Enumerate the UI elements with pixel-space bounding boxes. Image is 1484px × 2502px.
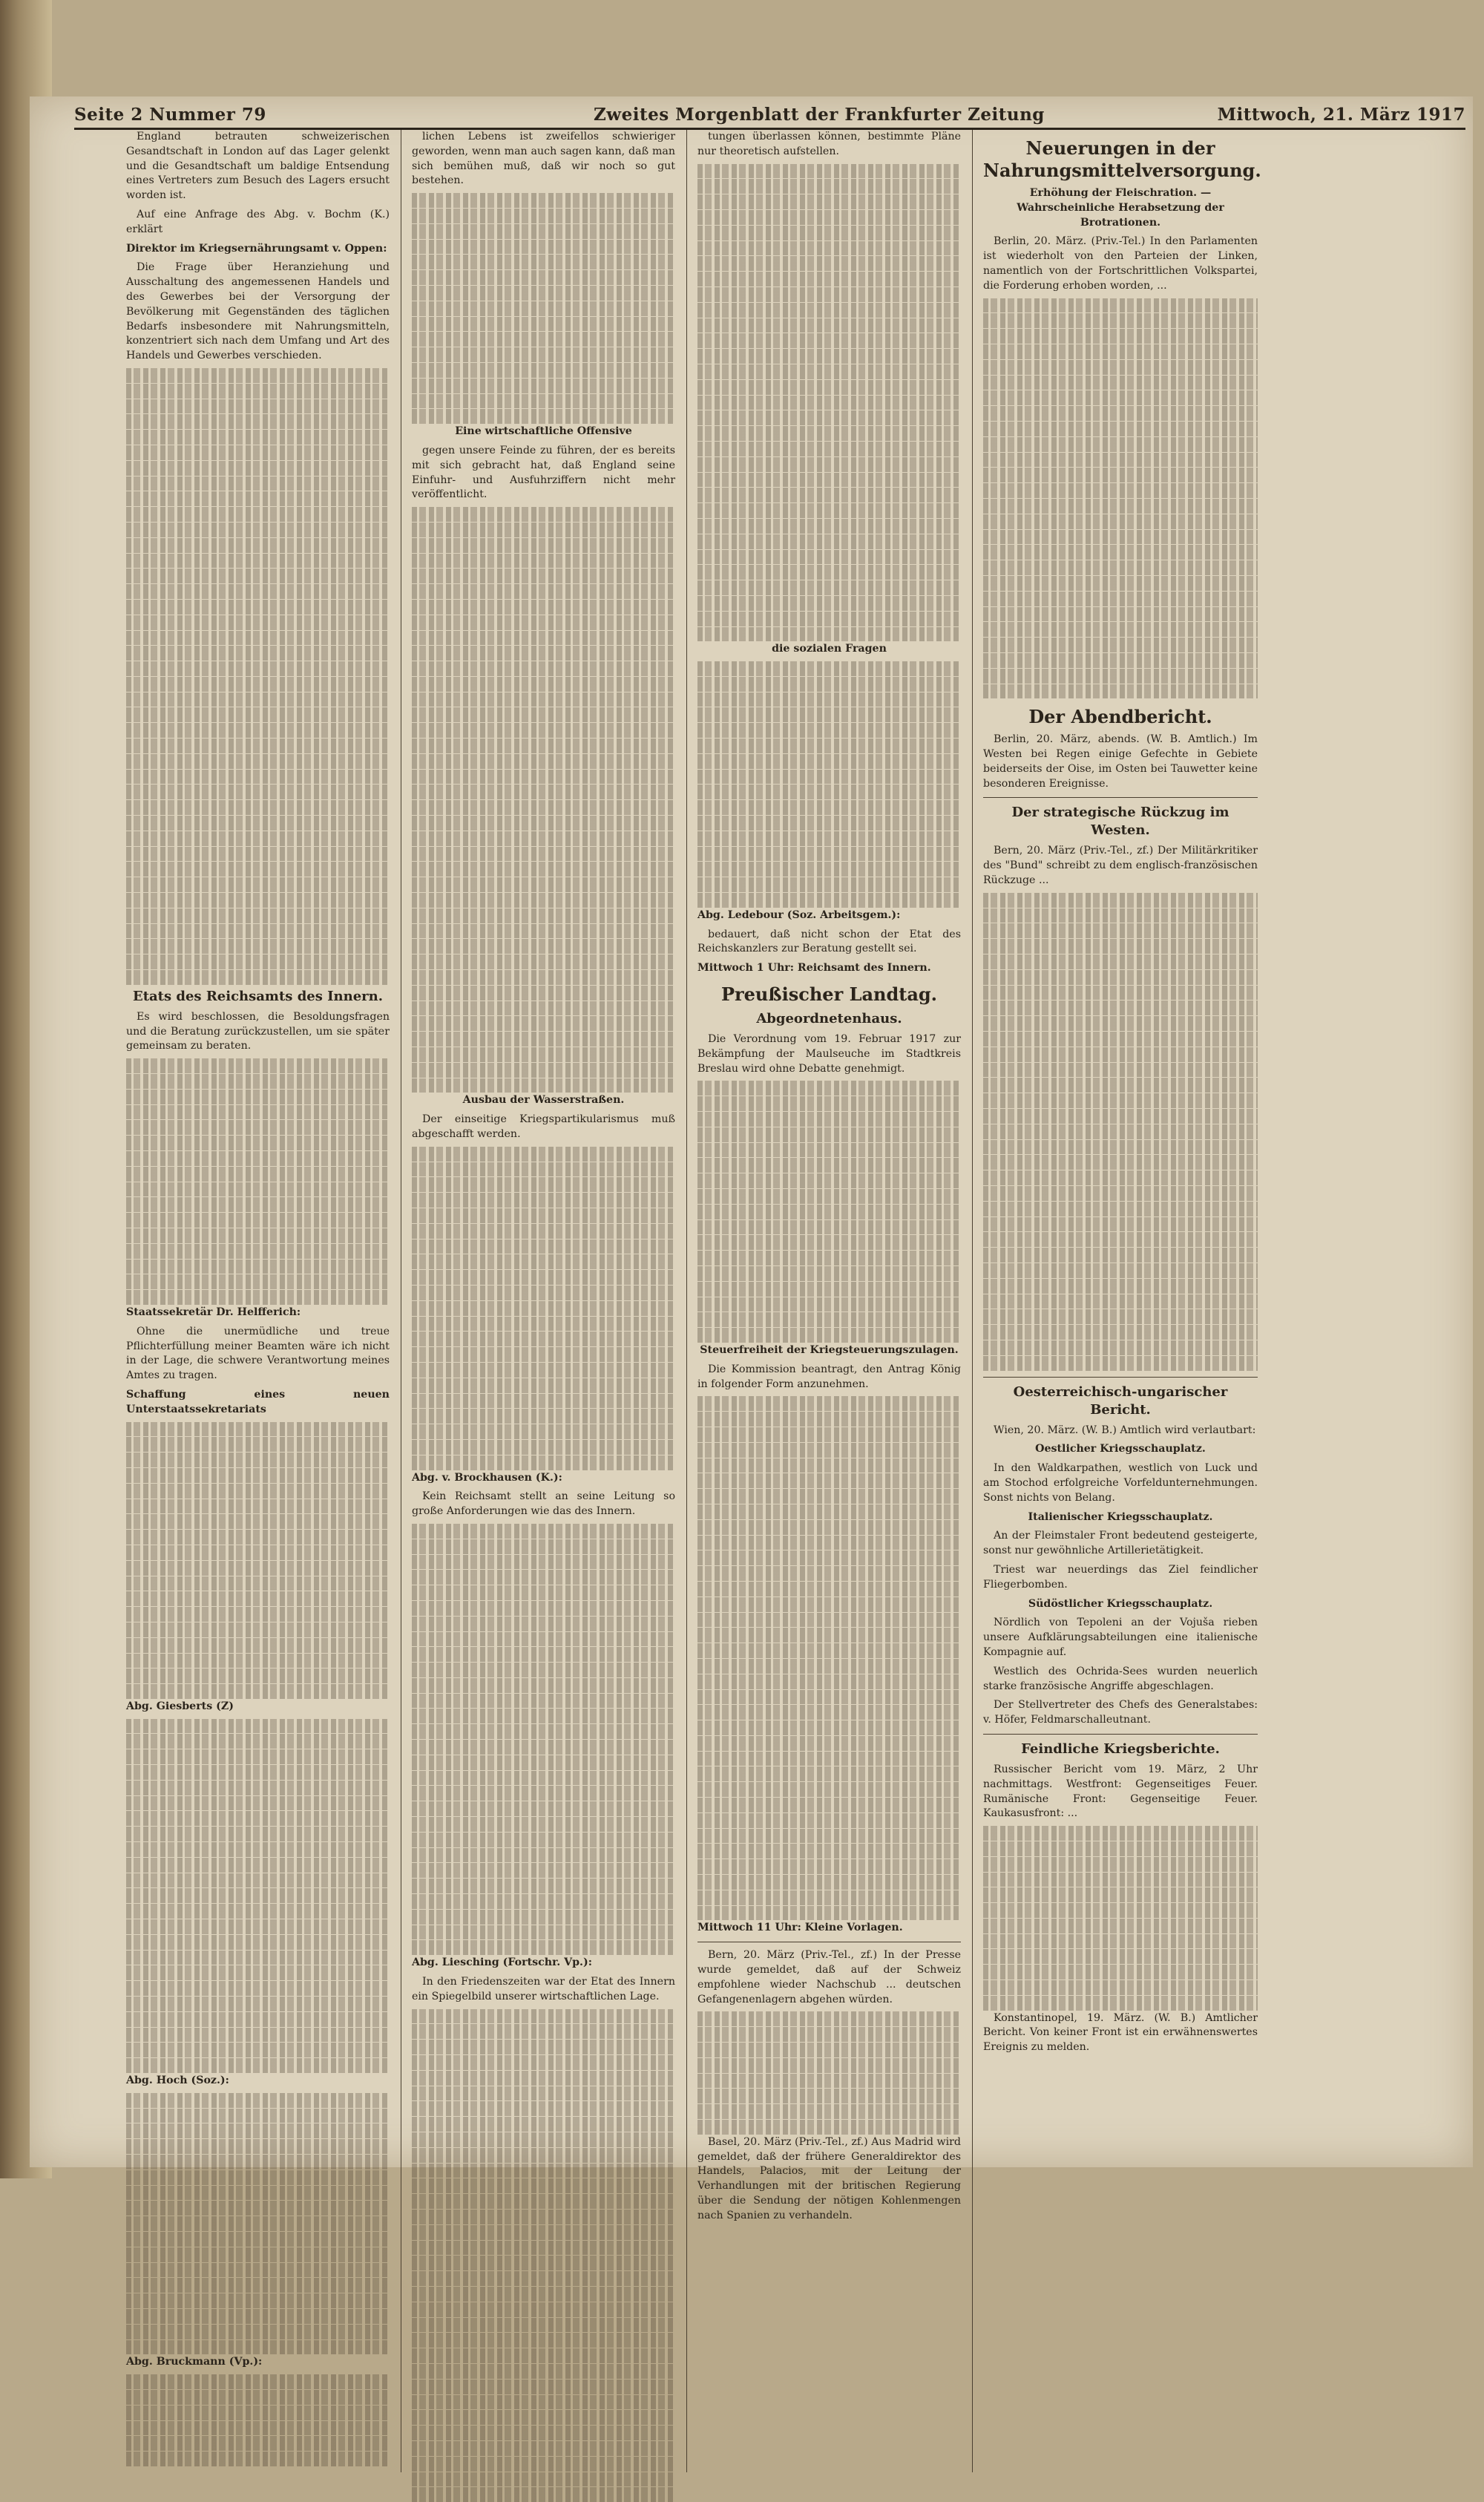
paragraph: Russischer Bericht vom 19. März, 2 Uhr nachmittags. Westfront: Gegenseitiges Feuer. Rumänische Front: Gegenseitige Feuer. Kaukasusfront: ... [983,1763,1258,1820]
paragraph: England betrauten schweizerischen Gesandtschaft in London auf das Lager gelenkt und die Gesandtschaft um baldige Entsendung eines Vertreters zum Besuch des Lagers ersucht worden ist. [126,131,390,202]
column-3 [697,130,961,2472]
paragraph: Die Verordnung vom 19. Februar 1917 zur Bekämpfung der Maulseuche im Stadtkreis Breslau wird ohne Debatte genehmigt. [697,1033,961,1075]
paragraph: tungen überlassen können, bestimmte Pläne nur theoretisch aufstellen. [697,131,961,157]
subheading: Oestlicher Kriegsschauplatz. [1035,1443,1206,1455]
column-2 [412,130,675,2472]
body-text [697,2011,961,2134]
separator [983,1377,1258,1378]
body-text [126,1719,390,2073]
column-1 [126,130,390,2472]
speaker: Abg. Bruckmann (Vp.): [126,2356,263,2368]
paragraph: Berlin, 20. März. (Priv.-Tel.) In den Parlamenten ist wiederholt von den Parteien der Linken, namentlich von der Fortschrittlichen Volkspartei, die Forderung erhoben worden, ... [983,235,1258,292]
paragraph: Der einseitige Kriegspartikularismus muß abgeschafft werden. [412,1113,675,1140]
paragraph: Konstantinopel, 19. März. (W. B.) Amtlicher Bericht. Von keiner Front ist ein erwähnenswertes Ereignis zu melden. [983,2011,1258,2054]
body-text [697,661,961,908]
newspaper-title: Zweites Morgenblatt der Frankfurter Zeitung [594,105,1045,125]
section-heading: Der Abendbericht. [1028,706,1212,728]
body-text [983,298,1258,699]
column-rule [686,130,687,2472]
body-text [983,1826,1258,2011]
section-heading: Feindliche Kriegsberichte. [1021,1740,1220,1757]
body-text [412,193,675,424]
section-subheading: Abgeordnetenhaus. [756,1011,902,1027]
signature: Der Stellvertreter des Chefs des Generalstabes: v. Höfer, Feldmarschalleutnant. [983,1699,1258,1726]
paragraph: In den Waldkarpathen, westlich von Luck und am Stochod erfolgreiche Vorfeldunternehmungen. Sonst nichts von Belang. [983,1462,1258,1504]
subheading: Schaffung eines neuen Unterstaatssekretariats [126,1388,390,1415]
speaker: Staatssekretär Dr. Helfferich: [126,1306,301,1318]
speaker: Abg. Liesching (Fortschr. Vp.): [412,1956,592,1969]
separator [983,797,1258,798]
paragraph: gegen unsere Feinde zu führen, der es bereits mit sich gebracht hat, daß England seine Einfuhr- und Ausfuhrziffern nicht mehr veröffentlicht. [412,444,675,501]
paragraph: Die Kommission beantragt, den Antrag König in folgender Form anzunehmen. [697,1363,961,1390]
paragraph: In den Friedenszeiten war der Etat des Innern ein Spiegelbild unserer wirtschaftlichen Lage. [412,1976,675,2002]
section-heading: Oesterreichisch-ungarischer Bericht. [1013,1383,1228,1418]
paragraph: Bern, 20. März (Priv.-Tel., zf.) Der Militärkritiker des "Bund" schreibt zu dem englisch-französischen Rückzuge ... [983,845,1258,887]
paragraph: Bern, 20. März (Priv.-Tel., zf.) In der Presse wurde gemeldet, daß auf der Schweiz empfohlene wieder Nachschub ... deutschen Gefangenenlagern abgehen würden. [697,1949,961,2005]
column-4 [983,130,1261,2472]
paragraph: Wien, 20. März. (W. B.) Amtlich wird verlautbart: [994,1424,1256,1436]
adjournment: Mittwoch 11 Uhr: Kleine Vorlagen. [697,1922,903,1934]
subheading: Steuerfreiheit der Kriegsteuerungszulagen. [700,1343,959,1356]
paragraph: Triest war neuerdings das Ziel feindlicher Fliegerbomben. [983,1563,1258,1591]
subheading: Eine wirtschaftliche Offensive [455,425,632,438]
body-text [412,1147,675,1470]
section-heading: Preußischer Landtag. [720,983,938,1006]
body-text [126,1422,390,1699]
body-text [126,1058,390,1305]
body-text [983,893,1258,1371]
section-heading: Neuerungen in der Nahrungsmittelversorgung. [983,137,1261,181]
body-text [126,368,390,985]
speaker: Abg. Giesberts (Z) [126,1700,234,1712]
page-number: Seite 2 Nummer 79 [74,105,266,125]
paragraph: lichen Lebens ist zweifellos schwieriger geworden, wenn man auch sagen kann, daß man sich bemühen muß, daß wir noch so gut bestehen. [412,131,675,187]
speaker: Abg. v. Brockhausen (K.): [412,1471,562,1484]
issue-date: Mittwoch, 21. März 1917 [1217,105,1465,125]
paragraph: Auf eine Anfrage des Abg. v. Bochm (K.) erklärt [126,208,390,235]
paragraph: Westlich des Ochrida-Sees wurden neuerlich starke französische Angriffe abgeschlagen. [983,1665,1258,1692]
body-text [697,1396,961,1920]
paragraph: Basel, 20. März (Priv.-Tel., zf.) Aus Madrid wird gemeldet, daß der frühere Generaldirektor des Handels, Palacios, mit der Leitung der Verhandlungen mit der britischen Regierung über die Sendung der nötigen Kohlenmengen nach Spanien zu verhandeln. [697,2135,961,2221]
column-rule [972,130,973,2472]
subheading: Südöstlicher Kriegsschauplatz. [1028,1597,1213,1610]
body-text [412,507,675,1093]
speaker: Direktor im Kriegsernährungsamt v. Oppen: [126,242,387,255]
paragraph: Nördlich von Tepoleni an der Vojuša rieben unsere Aufklärungsabteilungen eine italienische Kompagnie auf. [983,1617,1258,1658]
subheading: Italienischer Kriegsschauplatz. [1028,1510,1213,1523]
paragraph: Es wird beschlossen, die Besoldungsfragen und die Beratung zurückzustellen, um sie später gemeinsam zu beraten. [126,1010,390,1052]
paragraph: Berlin, 20. März, abends. (W. B. Amtlich.) Im Westen bei Regen einige Gefechte in Gebiete beiderseits der Oise, im Osten bei Tauwetter keine besonderen Ereignisse. [983,733,1258,790]
body-text [126,2093,390,2355]
adjournment: Mittwoch 1 Uhr: Reichsamt des Innern. [697,962,931,975]
section-heading: Etats des Reichsamts des Innern. [132,988,384,1004]
paragraph: bedauert, daß nicht schon der Etat des Reichskanzlers zur Beratung gestellt sei. [697,928,961,955]
subheading: Ausbau der Wasserstraßen. [462,1094,625,1107]
subheading: Erhöhung der Fleischration. — Wahrscheinliche Herabsetzung der Brotrationen. [1017,187,1224,229]
speaker: Abg. Ledebour (Soz. Arbeitsgem.): [697,908,901,921]
section-heading: Der strategische Rückzug im Westen. [1011,805,1229,839]
separator [983,1734,1258,1735]
paragraph: An der Fleimstaler Front bedeutend gesteigerte, sonst nur gewöhnliche Artillerietätigkeit. [983,1530,1258,1557]
body-text [697,1081,961,1343]
paragraph: Kein Reichsamt stellt an seine Leitung so große Anforderungen wie das des Innern. [412,1490,675,1518]
subheading: die sozialen Fragen [772,643,887,655]
speaker: Abg. Hoch (Soz.): [126,2074,229,2087]
body-text [697,164,961,642]
body-text [126,2374,390,2466]
masthead [74,100,1465,130]
body-text [412,2009,675,2502]
paragraph: Die Frage über Heranziehung und Ausschaltung des angemessenen Handels und des Gewerbes bei der Versorgung der Bevölkerung mit Gegenständen des täglichen Bedarfs insbesondere mit Nahrungsmitteln, konzentriert sich nach dem Umfang und Art des Handels und Gewerbes verschieden. [126,261,390,362]
paragraph: Ohne die unermüdliche und treue Pflichterfüllung meiner Beamten wäre ich nicht in der Lage, die schwere Verantwortung meines Amtes zu tragen. [126,1325,390,1382]
body-text [412,1524,675,1955]
